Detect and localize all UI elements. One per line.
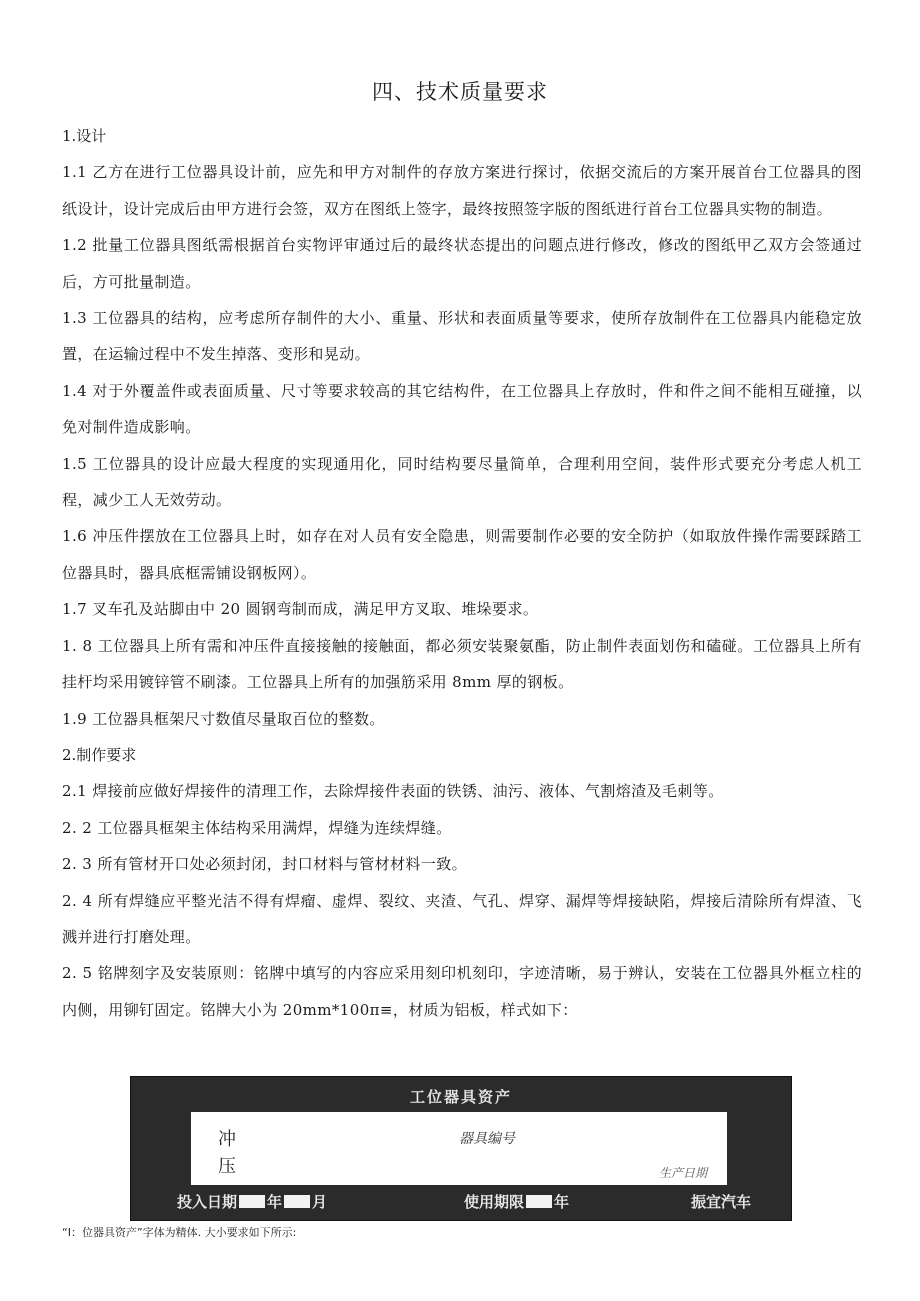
section-heading-design: 1.设计 [62, 127, 107, 145]
nameplate-start-date [177, 1191, 327, 1212]
nameplate-white-panel [191, 1112, 727, 1185]
section-heading-manufacturing: 2.制作要求 [62, 745, 137, 764]
nameplate-production-date-label: 生产日期 [659, 1166, 708, 1180]
year-blank [239, 1195, 265, 1208]
nameplate-number-label: 器具编号 [459, 1131, 515, 1147]
paragraph-2-1: 2.1 焊接前应做好焊接件的清理工作，去除焊接件表面的铁锈、油污、液体、气割熔渣及毛刺等。 [62, 782, 724, 801]
paragraph-2-4: 2. 4 所有焊缝应平整光洁不得有焊瘤、虚焊、裂纹、夹渣、气孔、焊穿、漏焊等焊接缺陷，焊接后清除所有焊渣、飞溅并进行打磨处理。 [62, 891, 862, 946]
nameplate-caption: “I：位器具资产”字体为精体. 大小要求如下所示: [62, 1226, 297, 1239]
paragraph-1-2: 1.2 批量工位器具图纸需根据首台实物评审通过后的最终状态提出的问题点进行修改，修改的图纸甲乙双方会签通过后，方可批量制造。 [62, 236, 862, 291]
nameplate-service-life [464, 1191, 569, 1212]
page-title: 四、技术质量要求 [372, 80, 548, 104]
year-label: 年 [267, 1193, 283, 1211]
nameplate-title: 工位器具资产 [409, 1088, 512, 1106]
paragraph-1-4: 1.4 对于外覆盖件或表面质量、尺寸等要求较高的其它结构件，在工位器具上存放时，件和件之间不能相互碰撞，以免对制件造成影响。 [62, 381, 862, 437]
paragraph-2-5: 2. 5 铭牌刻字及安装原则：铭牌中填写的内容应采用刻印机刻印，字迹清晰，易于辨认，安装在工位器具外框立柱的内侧，用铆钉固定。铭牌大小为 20mm*100π≡，材质为铝板，样式如下： [62, 964, 862, 1019]
paragraph-1-3: 1.3 工位器具的结构，应考虑所存制件的大小、重量、形状和表面质量等要求，使所存放制件在工位器具内能稳定放置，在运输过程中不发生掉落、变形和晃动。 [62, 309, 862, 364]
start-date-label: 投入日期 [177, 1193, 238, 1211]
document-body [62, 118, 862, 1028]
life-blank [526, 1195, 552, 1208]
nameplate-char-chong: 冲 [218, 1129, 236, 1150]
paragraph-1-7: 1.7 叉车孔及站脚由中 20 圆钢弯制而成，满足甲方叉取、堆垛要求。 [62, 600, 539, 619]
paragraph-1-9: 1.9 工位器具框架尺寸数值尽量取百位的整数。 [62, 709, 385, 728]
month-label: 月 [312, 1193, 328, 1211]
nameplate-char-ya: 压 [218, 1156, 236, 1177]
paragraph-1-5: 1.5 工位器具的设计应最大程度的实现通用化，同时结构要尽量简单，合理利用空间，装件形式要充分考虑人机工程，减少工人无效劳动。 [62, 454, 862, 510]
life-year-label: 年 [554, 1193, 570, 1211]
paragraph-1-6: 1.6 冲压件摆放在工位器具上时，如存在对人员有安全隐患，则需要制作必要的安全防护（如取放件操作需要踩踏工位器具时，器具底框需铺设钢板网）。 [62, 527, 862, 582]
paragraph-2-3: 2. 3 所有管材开口处必须封闭，封口材料与管材材料一致。 [62, 855, 467, 874]
nameplate-image [130, 1076, 792, 1221]
nameplate-company: 振宜汽车 [691, 1193, 752, 1211]
month-blank [284, 1195, 310, 1208]
paragraph-2-2: 2. 2 工位器具框架主体结构采用满焊，焊缝为连续焊缝。 [62, 818, 452, 837]
paragraph-1-1: 1.1 乙方在进行工位器具设计前，应先和甲方对制件的存放方案进行探讨，依据交流后的方案开展首台工位器具的图纸设计，设计完成后由甲方进行会签，双方在图纸上签字，最终按照签字版的图纸进行首台工位器具实物的制造。 [62, 163, 862, 218]
paragraph-1-8: 1. 8 工位器具上所有需和冲压件直接接触的接触面，都必须安装聚氨酯，防止制件表面划伤和磕碰。工位器具上所有挂杆均采用镀锌管不刷漆。工位器具上所有的加强筋采用 8mm 厚的钢板。 [62, 636, 862, 692]
service-life-label: 使用期限 [464, 1193, 525, 1211]
